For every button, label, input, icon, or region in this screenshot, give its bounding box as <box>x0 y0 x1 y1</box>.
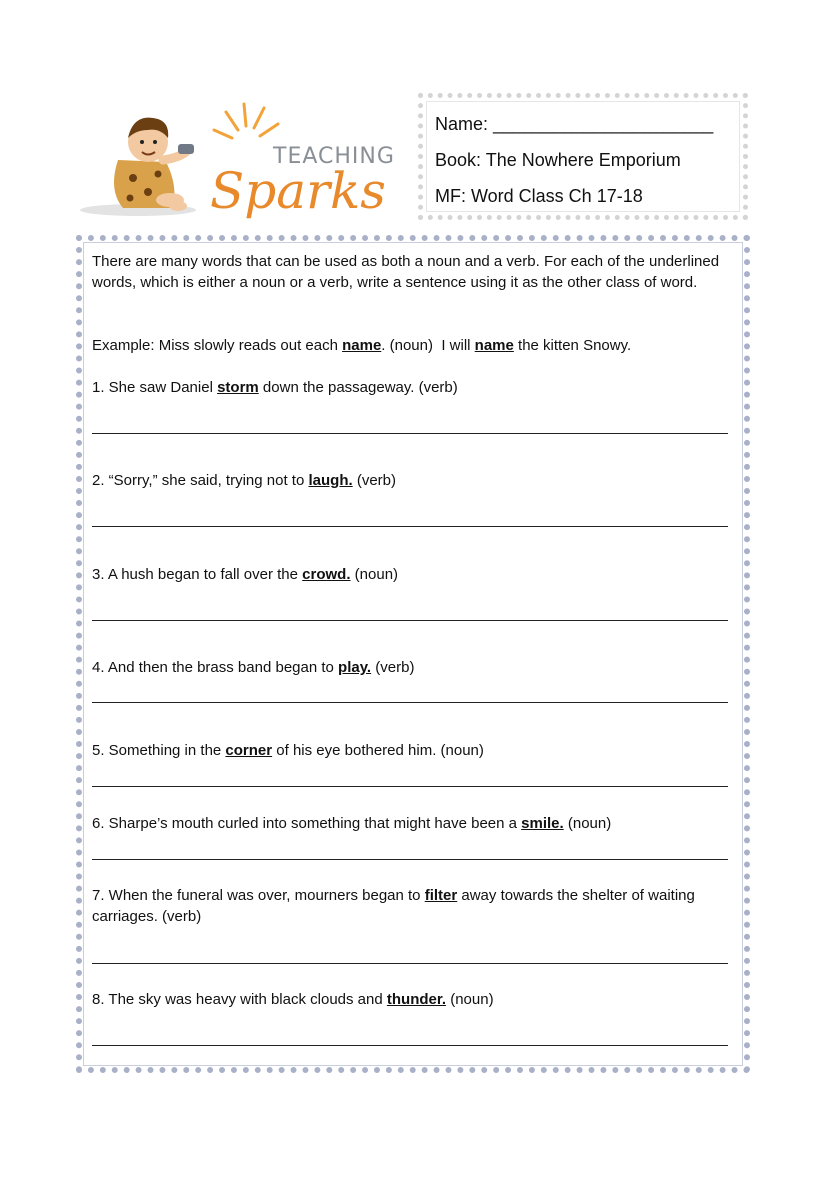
question-3-keyword: crowd. <box>302 566 351 583</box>
example-sentence: Example: Miss slowly reads out each name. (noun) I will name the kitten Snowy. <box>92 337 632 354</box>
question-4: 4. And then the brass band began to play. (verb) <box>92 659 415 676</box>
worksheet-box <box>76 235 750 1073</box>
answer-line-8[interactable] <box>92 1045 728 1046</box>
question-5: 5. Something in the corner of his eye bothered him. (noun) <box>92 742 484 759</box>
question-1: 1. She saw Daniel storm down the passageway. (verb) <box>92 379 458 396</box>
question-3: 3. A hush began to fall over the crowd. (noun) <box>92 566 399 583</box>
answer-line-5[interactable] <box>92 786 728 787</box>
question-4-keyword: play. <box>338 659 372 676</box>
answer-line-2[interactable] <box>92 526 728 527</box>
question-2: 2. “Sorry,” she said, trying not to laugh. (verb) <box>92 472 396 489</box>
logo-sparks-text: Sparks <box>210 162 386 220</box>
answer-line-6[interactable] <box>92 859 728 860</box>
question-2-keyword: laugh. <box>308 472 353 489</box>
question-6-keyword: smile. <box>521 815 564 832</box>
mf-label: MF: Word Class Ch 17-18 <box>435 186 643 206</box>
answer-line-4[interactable] <box>92 702 728 703</box>
name-field[interactable]: Name: ______________________ <box>435 114 714 134</box>
example-keyword-2: name <box>474 337 514 354</box>
question-6: 6. Sharpe’s mouth curled into something that might have been a smile. (noun) <box>92 815 612 832</box>
question-5-keyword: corner <box>225 742 273 759</box>
answer-line-7[interactable] <box>92 963 728 964</box>
question-8-keyword: thunder. <box>386 991 447 1008</box>
question-7: 7. When the funeral was over, mourners began to filter away towards the shelter of waiting carriages. (verb) <box>92 887 695 925</box>
student-info-box <box>418 93 748 220</box>
question-8: 8. The sky was heavy with black clouds and thunder. (noun) <box>92 991 494 1008</box>
answer-line-3[interactable] <box>92 620 728 621</box>
caveman-mascot-icon <box>78 100 398 225</box>
question-1-keyword: storm <box>217 379 259 396</box>
answer-line-1[interactable] <box>92 433 728 434</box>
example-keyword-1: name <box>342 337 382 354</box>
book-title: Book: The Nowhere Emporium <box>435 150 681 170</box>
question-7-keyword: filter <box>424 887 458 904</box>
instructions: There are many words that can be used as both a noun and a verb. For each of the underlined words, which is either a noun or a verb, write a sentence using it as the other class of word. <box>92 253 720 291</box>
logo-teaching-text: TEACHING <box>273 144 395 169</box>
teaching-sparks-logo <box>78 100 398 225</box>
